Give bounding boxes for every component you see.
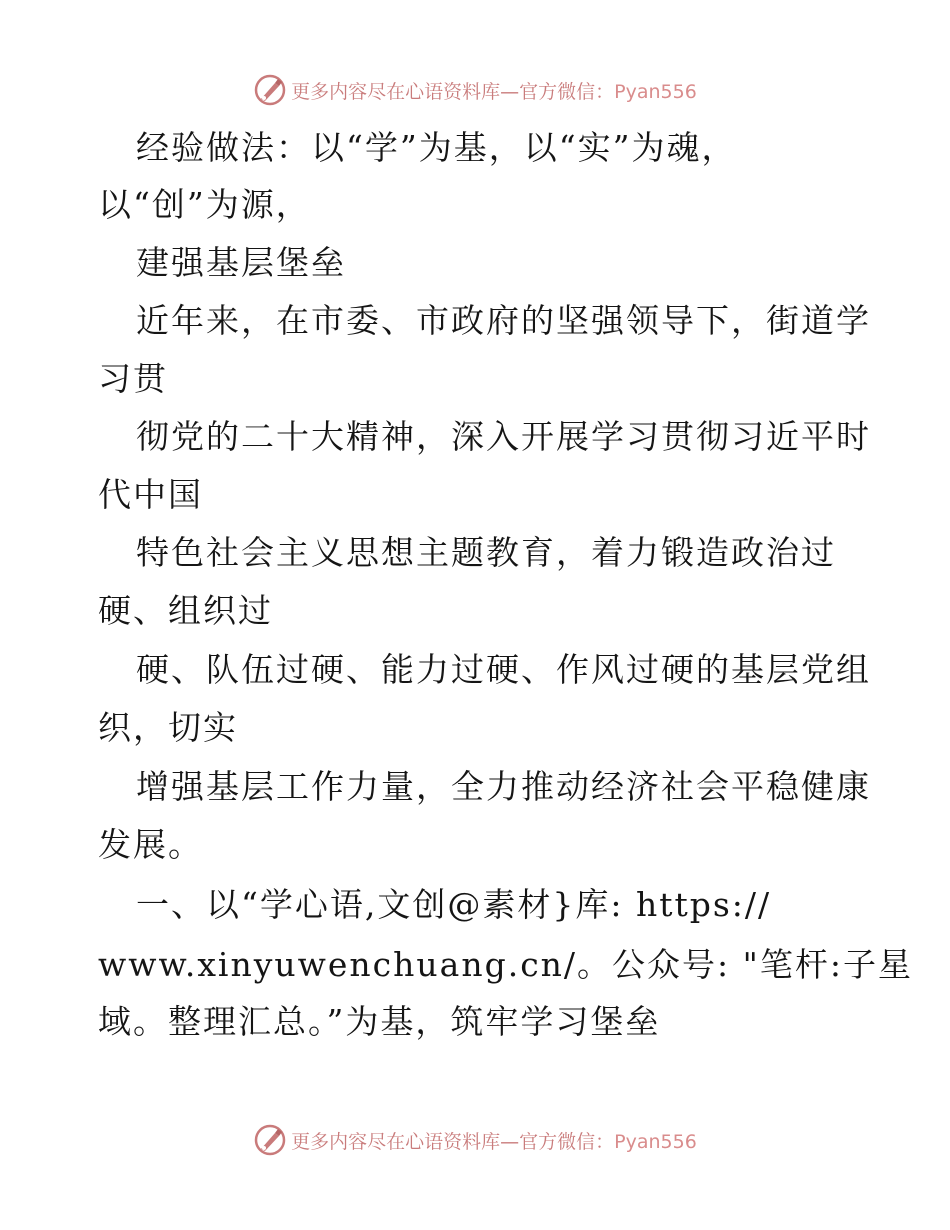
text-line: 以“创”为源， — [98, 185, 311, 224]
text-line: 增强基层工作力量，全力推动经济社会平稳健康 — [136, 767, 871, 806]
text-line: 习贯 — [98, 359, 168, 398]
watermark-text: 更多内容尽在心语资料库—官方微信：Pyan556 — [291, 1130, 697, 1153]
text-line: 一、以“学心语,文创@素材}库: https:// — [136, 885, 772, 924]
text-line: 发展。 — [98, 825, 203, 864]
pen-logo-icon — [253, 1123, 287, 1157]
text-line: 特色社会主义思想主题教育，着力锻造政治过 — [136, 533, 836, 572]
text-line: 建强基层堡垒 — [136, 243, 346, 282]
watermark-text: 更多内容尽在心语资料库—官方微信：Pyan556 — [291, 80, 697, 103]
watermark-id: Pyan556 — [614, 80, 697, 103]
text-line: www.xinyuwenchuang.cn/。公众号: "笔杆:子星 — [98, 945, 913, 984]
text-line: 硬、队伍过硬、能力过硬、作风过硬的基层党组 — [136, 650, 871, 689]
text-line: 近年来，在市委、市政府的坚强领导下，街道学 — [136, 301, 871, 340]
text-line: 硬、组织过 — [98, 591, 273, 630]
text-line: 域。整理汇总。”为基，筑牢学习堡垒 — [98, 1002, 661, 1041]
text-line: 彻党的二十大精神，深入开展学习贯彻习近平时 — [136, 417, 871, 456]
watermark-id: Pyan556 — [614, 1130, 697, 1153]
text-line: 代中国 — [98, 475, 203, 514]
footer-watermark — [0, 1120, 950, 1160]
text-line: 织，切实 — [98, 708, 238, 747]
text-line: 经验做法：以“学”为基，以“实”为魂， — [136, 128, 737, 167]
